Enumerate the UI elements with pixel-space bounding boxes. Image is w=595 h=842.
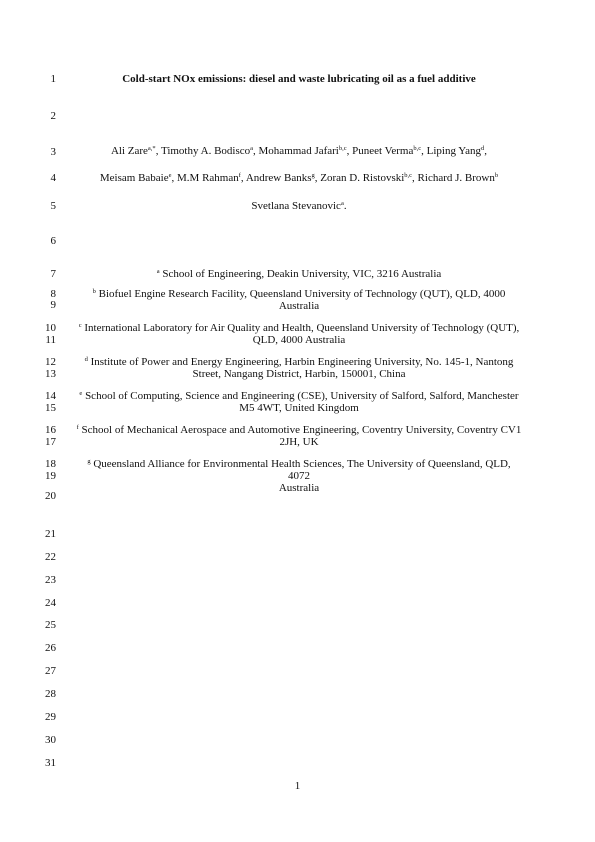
affiliation-text: School of Mechanical Aerospace and Automotive Engineering, Coventry University, Coventry CV1	[81, 424, 522, 436]
line-number: 15	[45, 402, 56, 414]
line-number: 11	[45, 334, 56, 346]
affiliation-line	[76, 390, 522, 402]
author-affiliation-mark: e	[168, 172, 172, 179]
affiliation-f	[76, 424, 522, 448]
affiliation-line	[76, 268, 522, 280]
author-affiliation-mark: b,c	[338, 145, 347, 152]
affiliation-c	[76, 322, 522, 346]
author-affiliation-mark: f	[238, 172, 241, 179]
author-name: , Zoran D. Ristovski	[314, 172, 405, 184]
affiliation-line	[76, 402, 522, 414]
author-name: , Timothy A. Bodisco	[155, 145, 251, 157]
affiliation-line	[76, 288, 522, 300]
author-name: , Liping Yang	[421, 145, 482, 157]
affiliation-mark: d	[84, 356, 88, 363]
affiliation-text: Institute of Power and Energy Engineering, Harbin Engineering University, No. 145-1, Nantong	[90, 356, 514, 368]
line-number: 29	[45, 711, 56, 723]
line-number: 22	[45, 551, 56, 563]
line-number: 7	[50, 268, 56, 280]
author-name: , Puneet Verma	[346, 145, 414, 157]
affiliation-text: School of Computing, Science and Engineering (CSE), University of Salford, Salford, Manchester	[85, 390, 519, 402]
line-number: 28	[45, 688, 56, 700]
affiliation-mark: g	[87, 458, 91, 465]
line-number: 24	[45, 597, 56, 609]
line-number: 9	[50, 299, 56, 311]
line-number: 10	[45, 322, 56, 334]
author-name: .	[343, 200, 347, 212]
line-number: 13	[45, 368, 56, 380]
line-number: 5	[50, 200, 56, 212]
affiliation-mark: a	[156, 268, 160, 275]
author-name: Ali Zare	[110, 145, 148, 157]
author-name: ,	[484, 145, 488, 157]
affiliation-line	[76, 436, 522, 448]
author-line-2	[76, 172, 522, 185]
author-affiliation-mark: a,*	[147, 145, 156, 152]
author-name: Svetlana Stevanovic	[251, 200, 341, 212]
affiliation-e	[76, 390, 522, 414]
affiliation-text: QLD, 4000 Australia	[252, 334, 346, 346]
line-number: 19	[45, 470, 56, 482]
paper-title: Cold-start NOx emissions: diesel and waste lubricating oil as a fuel additive	[122, 73, 476, 85]
line-number: 18	[45, 458, 56, 470]
line-number: 8	[50, 288, 56, 300]
author-affiliation-mark: b	[494, 172, 499, 179]
author-name: Meisam Babaie	[99, 172, 169, 184]
author-affiliation-mark: d	[481, 145, 485, 152]
affiliation-line	[76, 482, 522, 494]
affiliation-mark: b	[92, 288, 96, 295]
line-number: 14	[45, 390, 56, 402]
affiliation-line	[76, 322, 522, 334]
affiliation-line	[76, 300, 522, 312]
author-affiliation-mark: g	[311, 172, 315, 179]
line-number: 21	[45, 528, 56, 540]
author-affiliation-mark: b,c	[413, 145, 422, 152]
author-name: , Andrew Banks	[240, 172, 312, 184]
affiliation-mark: e	[79, 390, 83, 397]
line-number: 17	[45, 436, 56, 448]
line-number: 6	[50, 235, 56, 247]
affiliation-mark: c	[78, 322, 82, 329]
line-number: 23	[45, 574, 56, 586]
line-number: 12	[45, 356, 56, 368]
line-number: 30	[45, 734, 56, 746]
affiliation-a	[76, 268, 522, 280]
affiliation-line	[76, 458, 522, 482]
author-affiliation-mark: b,c	[404, 172, 413, 179]
line-number: 4	[50, 172, 56, 184]
affiliation-g	[76, 458, 522, 494]
line-number: 16	[45, 424, 56, 436]
affiliation-mark: f	[76, 424, 79, 431]
affiliation-line	[76, 424, 522, 436]
affiliation-text: Queensland Alliance for Environmental Health Sciences, The University of Queensland, QLD, 4072	[93, 458, 511, 482]
author-name: , Mohammad Jafari	[253, 145, 339, 157]
author-line-3	[76, 200, 522, 213]
affiliation-text: M5 4WT, United Kingdom	[239, 402, 359, 414]
affiliation-text: Biofuel Engine Research Facility, Queensland University of Technology (QUT), QLD, 4000	[98, 288, 506, 300]
author-affiliation-mark: a	[250, 145, 254, 152]
affiliation-text: 2JH, UK	[279, 436, 319, 448]
affiliation-line	[76, 334, 522, 346]
affiliation-d	[76, 356, 522, 380]
line-number: 31	[45, 757, 56, 769]
line-number: 2	[50, 110, 56, 122]
author-name: , Richard J. Brown	[412, 172, 495, 184]
line-number: 1	[50, 73, 56, 85]
page-number: 1	[294, 780, 301, 792]
author-affiliation-mark: a	[340, 200, 344, 207]
author-line-1	[76, 145, 522, 158]
affiliation-text: School of Engineering, Deakin University, VIC, 3216 Australia	[162, 268, 442, 280]
affiliation-text: International Laboratory for Air Quality and Health, Queensland University of Technology (QUT),	[84, 322, 520, 334]
affiliation-b	[76, 288, 522, 312]
author-name: , M.M Rahman	[171, 172, 239, 184]
line-number: 26	[45, 642, 56, 654]
affiliation-line	[76, 368, 522, 380]
line-number: 25	[45, 619, 56, 631]
line-number: 27	[45, 665, 56, 677]
affiliation-line	[76, 356, 522, 368]
affiliation-text: Australia	[278, 482, 320, 494]
affiliation-text: Australia	[278, 300, 320, 312]
affiliation-text: Street, Nangang District, Harbin, 150001, China	[192, 368, 406, 380]
line-number: 3	[50, 146, 56, 158]
line-number: 20	[45, 490, 56, 502]
